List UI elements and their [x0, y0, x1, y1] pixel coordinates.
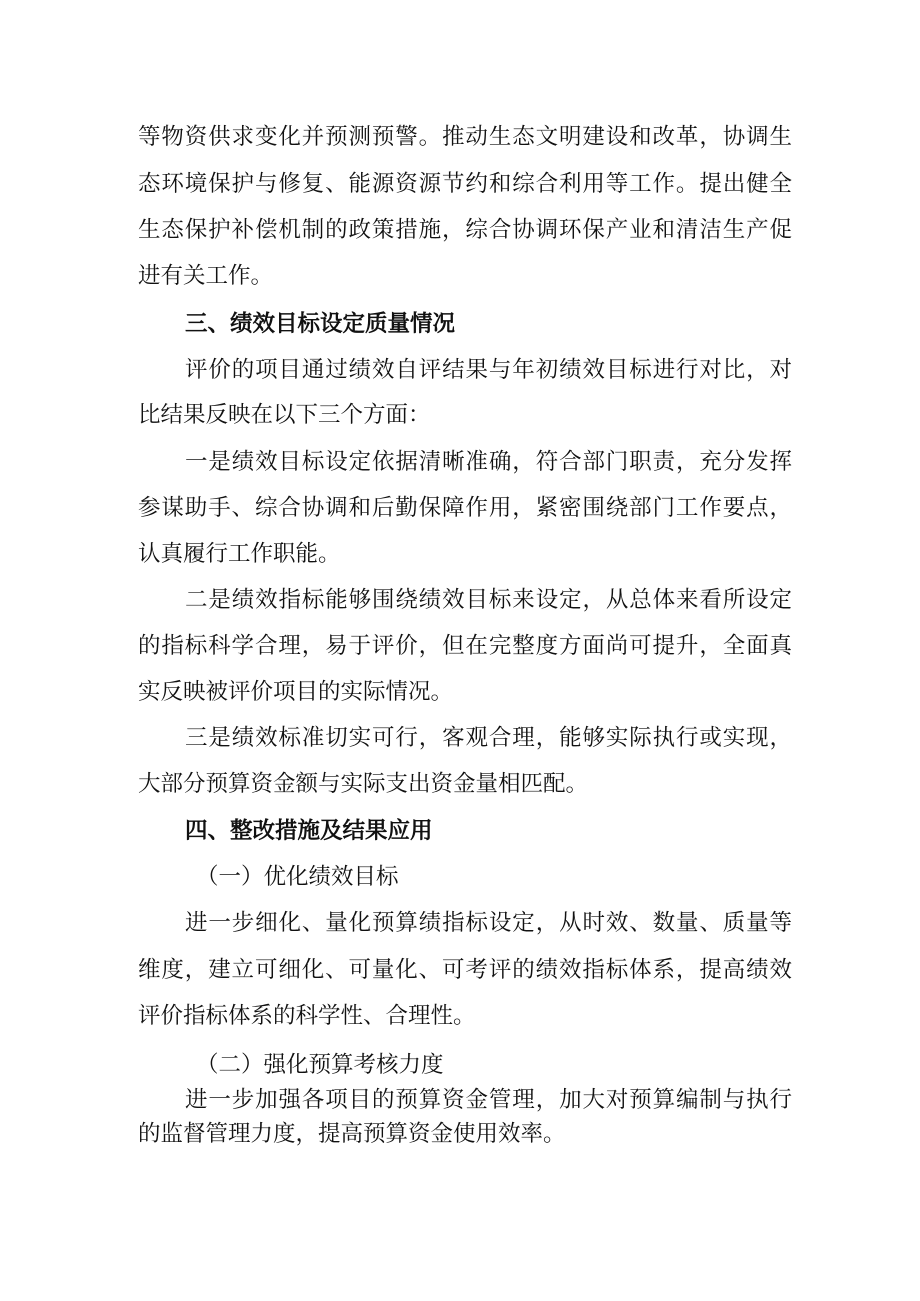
section-3-heading: 三、绩效目标设定质量情况: [185, 311, 456, 337]
section-4-sub-2-line-2: 的监督管理力度，提高预算资金使用效率。: [138, 1121, 566, 1147]
section-3-para-4-line-1: 三是绩效标准切实可行，客观合理，能够实际执行或实现，: [185, 725, 792, 751]
section-4-sub-1-line-3: 评价指标体系的科学性、合理性。: [138, 1003, 476, 1029]
section-3-para-3-line-2: 的指标科学合理，易于评价，但在完整度方面尚可提升，全面真: [138, 633, 792, 659]
section-3-para-1-line-1: 评价的项目通过绩效自评结果与年初绩效目标进行对比，对: [185, 357, 792, 383]
section-3-para-3-line-1: 二是绩效指标能够围绕绩效目标来设定，从总体来看所设定: [185, 587, 792, 613]
section-3-para-1-line-2: 比结果反映在以下三个方面：: [138, 402, 431, 428]
para-intro-line-1: 等物资供求变化并预测预警。推动生态文明建设和改革，协调生: [138, 124, 792, 150]
section-4-sub-1-line-1: 进一步细化、量化预算绩指标设定，从时效、数量、质量等: [185, 910, 792, 936]
section-4-sub-2-heading: （二）强化预算考核力度: [196, 1052, 444, 1078]
section-4-sub-1-heading: （一）优化绩效目标: [196, 864, 399, 890]
section-4-sub-2-line-1: 进一步加强各项目的预算资金管理，加大对预算编制与执行: [185, 1087, 792, 1113]
section-3-para-2-line-2: 参谋助手、综合协调和后勤保障作用，紧密围绕部门工作要点，: [138, 495, 792, 521]
para-intro-line-2: 态环境保护与修复、能源资源节约和综合利用等工作。提出健全: [138, 171, 792, 197]
para-intro-line-3: 生态保护补偿机制的政策措施，综合协调环保产业和清洁生产促: [138, 217, 792, 243]
section-3-para-2-line-1: 一是绩效目标设定依据清晰准确，符合部门职责，充分发挥: [185, 449, 792, 475]
section-4-heading: 四、整改措施及结果应用: [185, 818, 433, 844]
para-intro-line-4: 进有关工作。: [138, 263, 274, 289]
section-3-para-4-line-2: 大部分预算资金额与实际支出资金量相匹配。: [138, 771, 589, 797]
section-4-sub-1-line-2: 维度，建立可细化、可量化、可考评的绩效指标体系，提高绩效: [138, 957, 792, 983]
section-3-para-3-line-3: 实反映被评价项目的实际情况。: [138, 679, 454, 705]
section-3-para-2-line-3: 认真履行工作职能。: [138, 541, 341, 567]
